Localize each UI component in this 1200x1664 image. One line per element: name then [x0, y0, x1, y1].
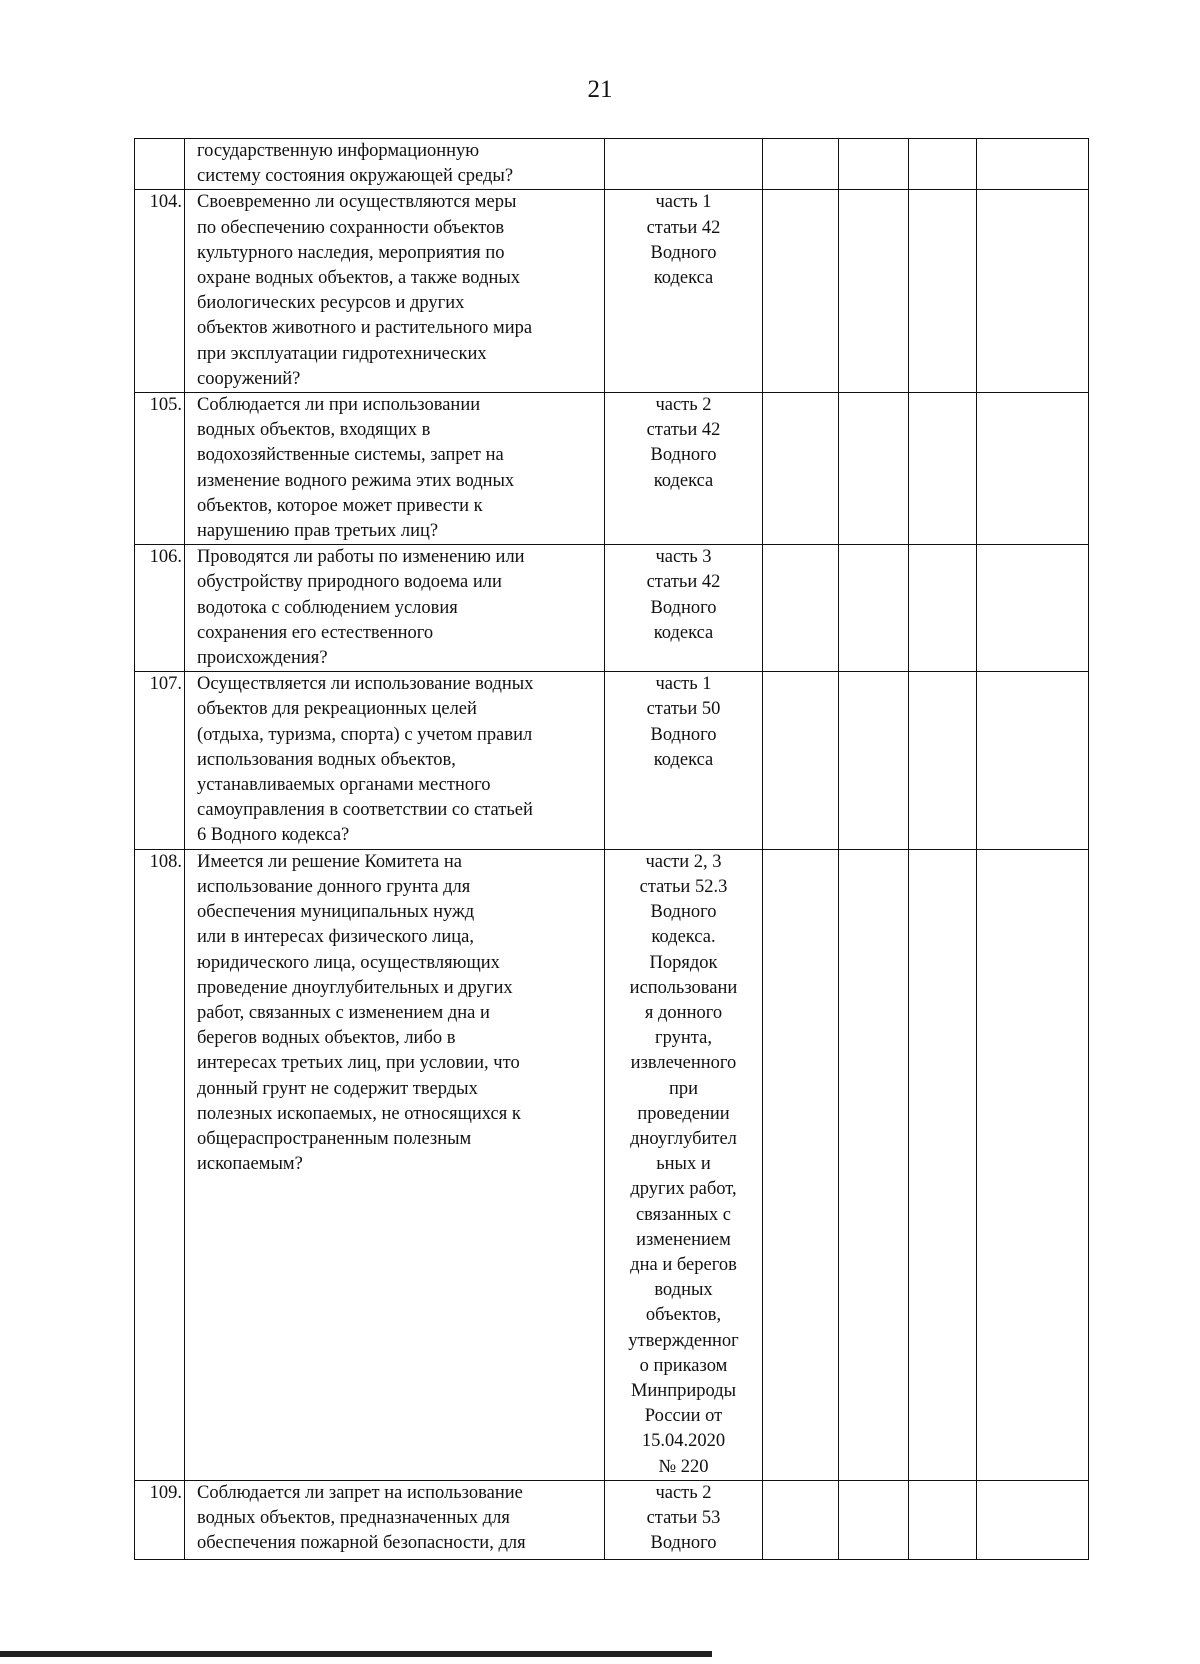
answer-cell — [839, 393, 909, 545]
answer-cell — [839, 545, 909, 672]
answer-cell — [909, 672, 977, 849]
note-cell — [977, 139, 1089, 190]
answer-cell — [839, 139, 909, 190]
row-legal-basis: часть 2 статьи 42 Водного кодекса — [605, 393, 763, 545]
note-cell — [977, 849, 1089, 1480]
answer-cell — [909, 545, 977, 672]
row-question: Своевременно ли осуществляются меры по обеспечению сохранности объектов культурного наследия, мероприятия по охране водных объектов, а также водных биологических ресурсов и других объектов животного и растительного мира при эксплуатации гидротехнических сооружений? — [185, 190, 605, 393]
answer-cell — [909, 849, 977, 1480]
table-row — [135, 393, 1089, 545]
table-row — [135, 139, 1089, 190]
answer-cell — [909, 190, 977, 393]
row-number: 107. — [135, 672, 185, 849]
scan-edge-bar — [0, 1651, 712, 1657]
table-row — [135, 190, 1089, 393]
row-legal-basis: части 2, 3 статьи 52.3 Водного кодекса. Порядок использовани я донного грунта, извлеченного при проведении дноуглубител ьных и других работ, связанных с изменением дна и берегов водных объектов, утвержденног о приказом Минприроды России от 15.04.2020 № 220 — [605, 849, 763, 1480]
answer-cell — [763, 139, 839, 190]
row-legal-basis: часть 3 статьи 42 Водного кодекса — [605, 545, 763, 672]
table-row — [135, 849, 1089, 1480]
note-cell — [977, 545, 1089, 672]
answer-cell — [763, 1480, 839, 1559]
note-cell — [977, 190, 1089, 393]
answer-cell — [763, 672, 839, 849]
row-question: Соблюдается ли при использовании водных объектов, входящих в водохозяйственные системы, запрет на изменение водного режима этих водных объектов, которое может привести к нарушению прав третьих лиц? — [185, 393, 605, 545]
row-legal-basis: часть 1 статьи 42 Водного кодекса — [605, 190, 763, 393]
table-row — [135, 1480, 1089, 1559]
answer-cell — [839, 849, 909, 1480]
note-cell — [977, 1480, 1089, 1559]
page-number: 21 — [587, 76, 613, 103]
answer-cell — [909, 393, 977, 545]
row-legal-basis: часть 1 статьи 50 Водного кодекса — [605, 672, 763, 849]
note-cell — [977, 672, 1089, 849]
answer-cell — [763, 849, 839, 1480]
row-number — [135, 139, 185, 190]
row-legal-basis — [605, 139, 763, 190]
row-question: Имеется ли решение Комитета на использование донного грунта для обеспечения муниципальных нужд или в интересах физического лица, юридического лица, осуществляющих проведение дноуглубительных и других работ, связанных с изменением дна и берегов водных объектов, либо в интересах третьих лиц, при условии, что донный грунт не содержит твердых полезных ископаемых, не относящихся к общераспространенным полезным ископаемым? — [185, 849, 605, 1480]
answer-cell — [839, 672, 909, 849]
table-row — [135, 672, 1089, 849]
row-number: 105. — [135, 393, 185, 545]
row-number: 108. — [135, 849, 185, 1480]
row-question: Осуществляется ли использование водных объектов для рекреационных целей (отдыха, туризма, спорта) с учетом правил использования водных объектов, устанавливаемых органами местного самоуправления в соответствии со статьей 6 Водного кодекса? — [185, 672, 605, 849]
row-question: Соблюдается ли запрет на использование водных объектов, предназначенных для обеспечения пожарной безопасности, для — [185, 1480, 605, 1559]
answer-cell — [763, 190, 839, 393]
table-row — [135, 545, 1089, 672]
row-number: 104. — [135, 190, 185, 393]
answer-cell — [909, 1480, 977, 1559]
row-legal-basis: часть 2 статьи 53 Водного — [605, 1480, 763, 1559]
row-question: государственную информационную систему состояния окружающей среды? — [185, 139, 605, 190]
answer-cell — [839, 190, 909, 393]
row-number: 109. — [135, 1480, 185, 1559]
row-number: 106. — [135, 545, 185, 672]
answer-cell — [839, 1480, 909, 1559]
answer-cell — [763, 393, 839, 545]
answer-cell — [909, 139, 977, 190]
answer-cell — [763, 545, 839, 672]
note-cell — [977, 393, 1089, 545]
row-question: Проводятся ли работы по изменению или обустройству природного водоема или водотока с соблюдением условия сохранения его естественного происхождения? — [185, 545, 605, 672]
checklist-table — [134, 138, 1089, 1560]
